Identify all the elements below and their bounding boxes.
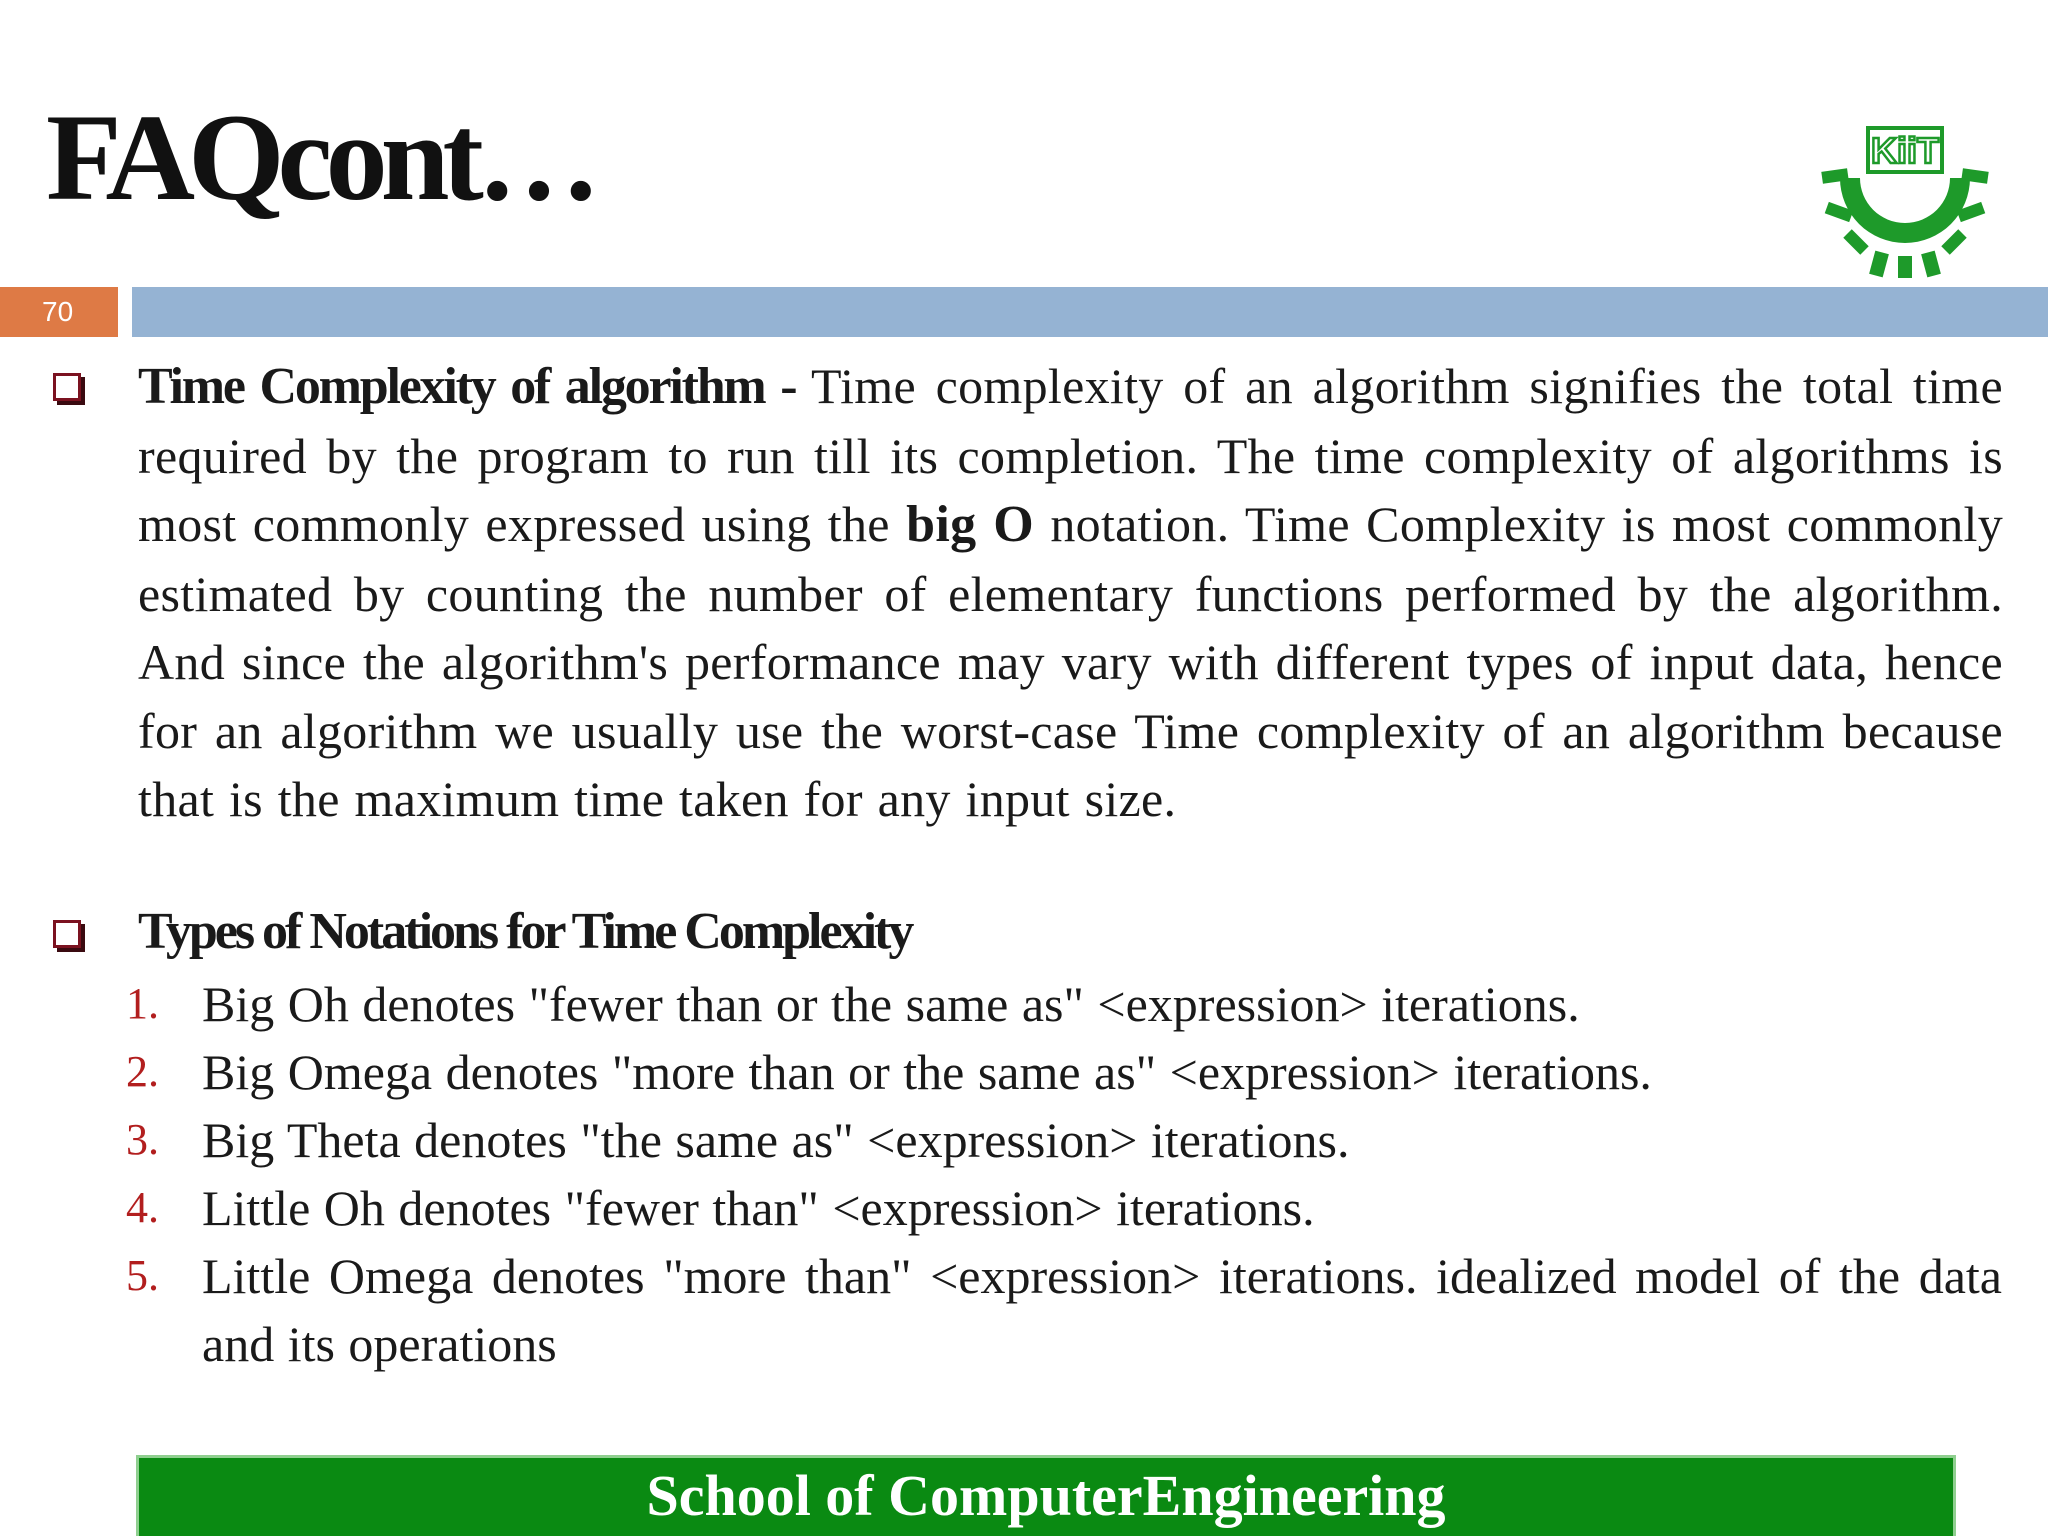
checkbox-bullet-icon bbox=[53, 920, 81, 948]
list-number: 4. bbox=[126, 1183, 159, 1232]
list-item bbox=[0, 970, 2048, 1038]
logo-text: KiiT bbox=[1871, 130, 1939, 171]
list-number: 5. bbox=[126, 1251, 159, 1300]
list-text: Big Theta denotes "the same as" <expression> iterations. bbox=[202, 1112, 1350, 1168]
checkbox-bullet-icon bbox=[53, 373, 81, 401]
list-number: 2. bbox=[126, 1047, 159, 1096]
slide-title: FAQcont… bbox=[46, 89, 594, 226]
list-item bbox=[0, 1174, 2048, 1242]
list-item bbox=[0, 1038, 2048, 1106]
list-item bbox=[0, 1242, 2048, 1378]
notations-list bbox=[0, 970, 2048, 1378]
paragraph-emphasis: big O bbox=[906, 496, 1035, 553]
paragraph-lead: Time Complexity of algorithm - bbox=[138, 358, 811, 415]
page-number: 70 bbox=[0, 287, 118, 337]
list-text: Big Oh denotes "fewer than or the same as" <expression> iterations. bbox=[202, 976, 1580, 1032]
list-text: Little Omega denotes "more than" <expression> iterations. idealized model of the data and its operations bbox=[202, 1248, 2002, 1372]
kiit-logo bbox=[1820, 118, 1990, 278]
list-number: 1. bbox=[126, 979, 159, 1028]
notations-heading: Types of Notations for Time Complexity bbox=[138, 903, 912, 960]
footer-school-banner: School of ComputerEngineering bbox=[136, 1455, 1956, 1536]
paragraph-text-2: notation. Time Complexity is most commonly estimated by counting the number of elementary functions performed by the algorithm. And since the algorithm's performance may vary with different types of input data, hence for an algorithm we usually use the worst-case Time complexity of an algorithm because that is the maximum time taken for any input size. bbox=[138, 496, 2003, 827]
list-item bbox=[0, 1106, 2048, 1174]
list-text: Big Omega denotes "more than or the same as" <expression> iterations. bbox=[202, 1044, 1652, 1100]
paragraph-text-1: Time complexity of an algorithm signifies the total time required by the program to run till its completion. The time complexity of algorithms is most commonly expressed using the bbox=[138, 358, 2003, 552]
list-text: Little Oh denotes "fewer than" <expression> iterations. bbox=[202, 1180, 1315, 1236]
time-complexity-paragraph bbox=[138, 352, 2003, 834]
header-rule-bar bbox=[132, 287, 2048, 337]
list-number: 3. bbox=[126, 1115, 159, 1164]
